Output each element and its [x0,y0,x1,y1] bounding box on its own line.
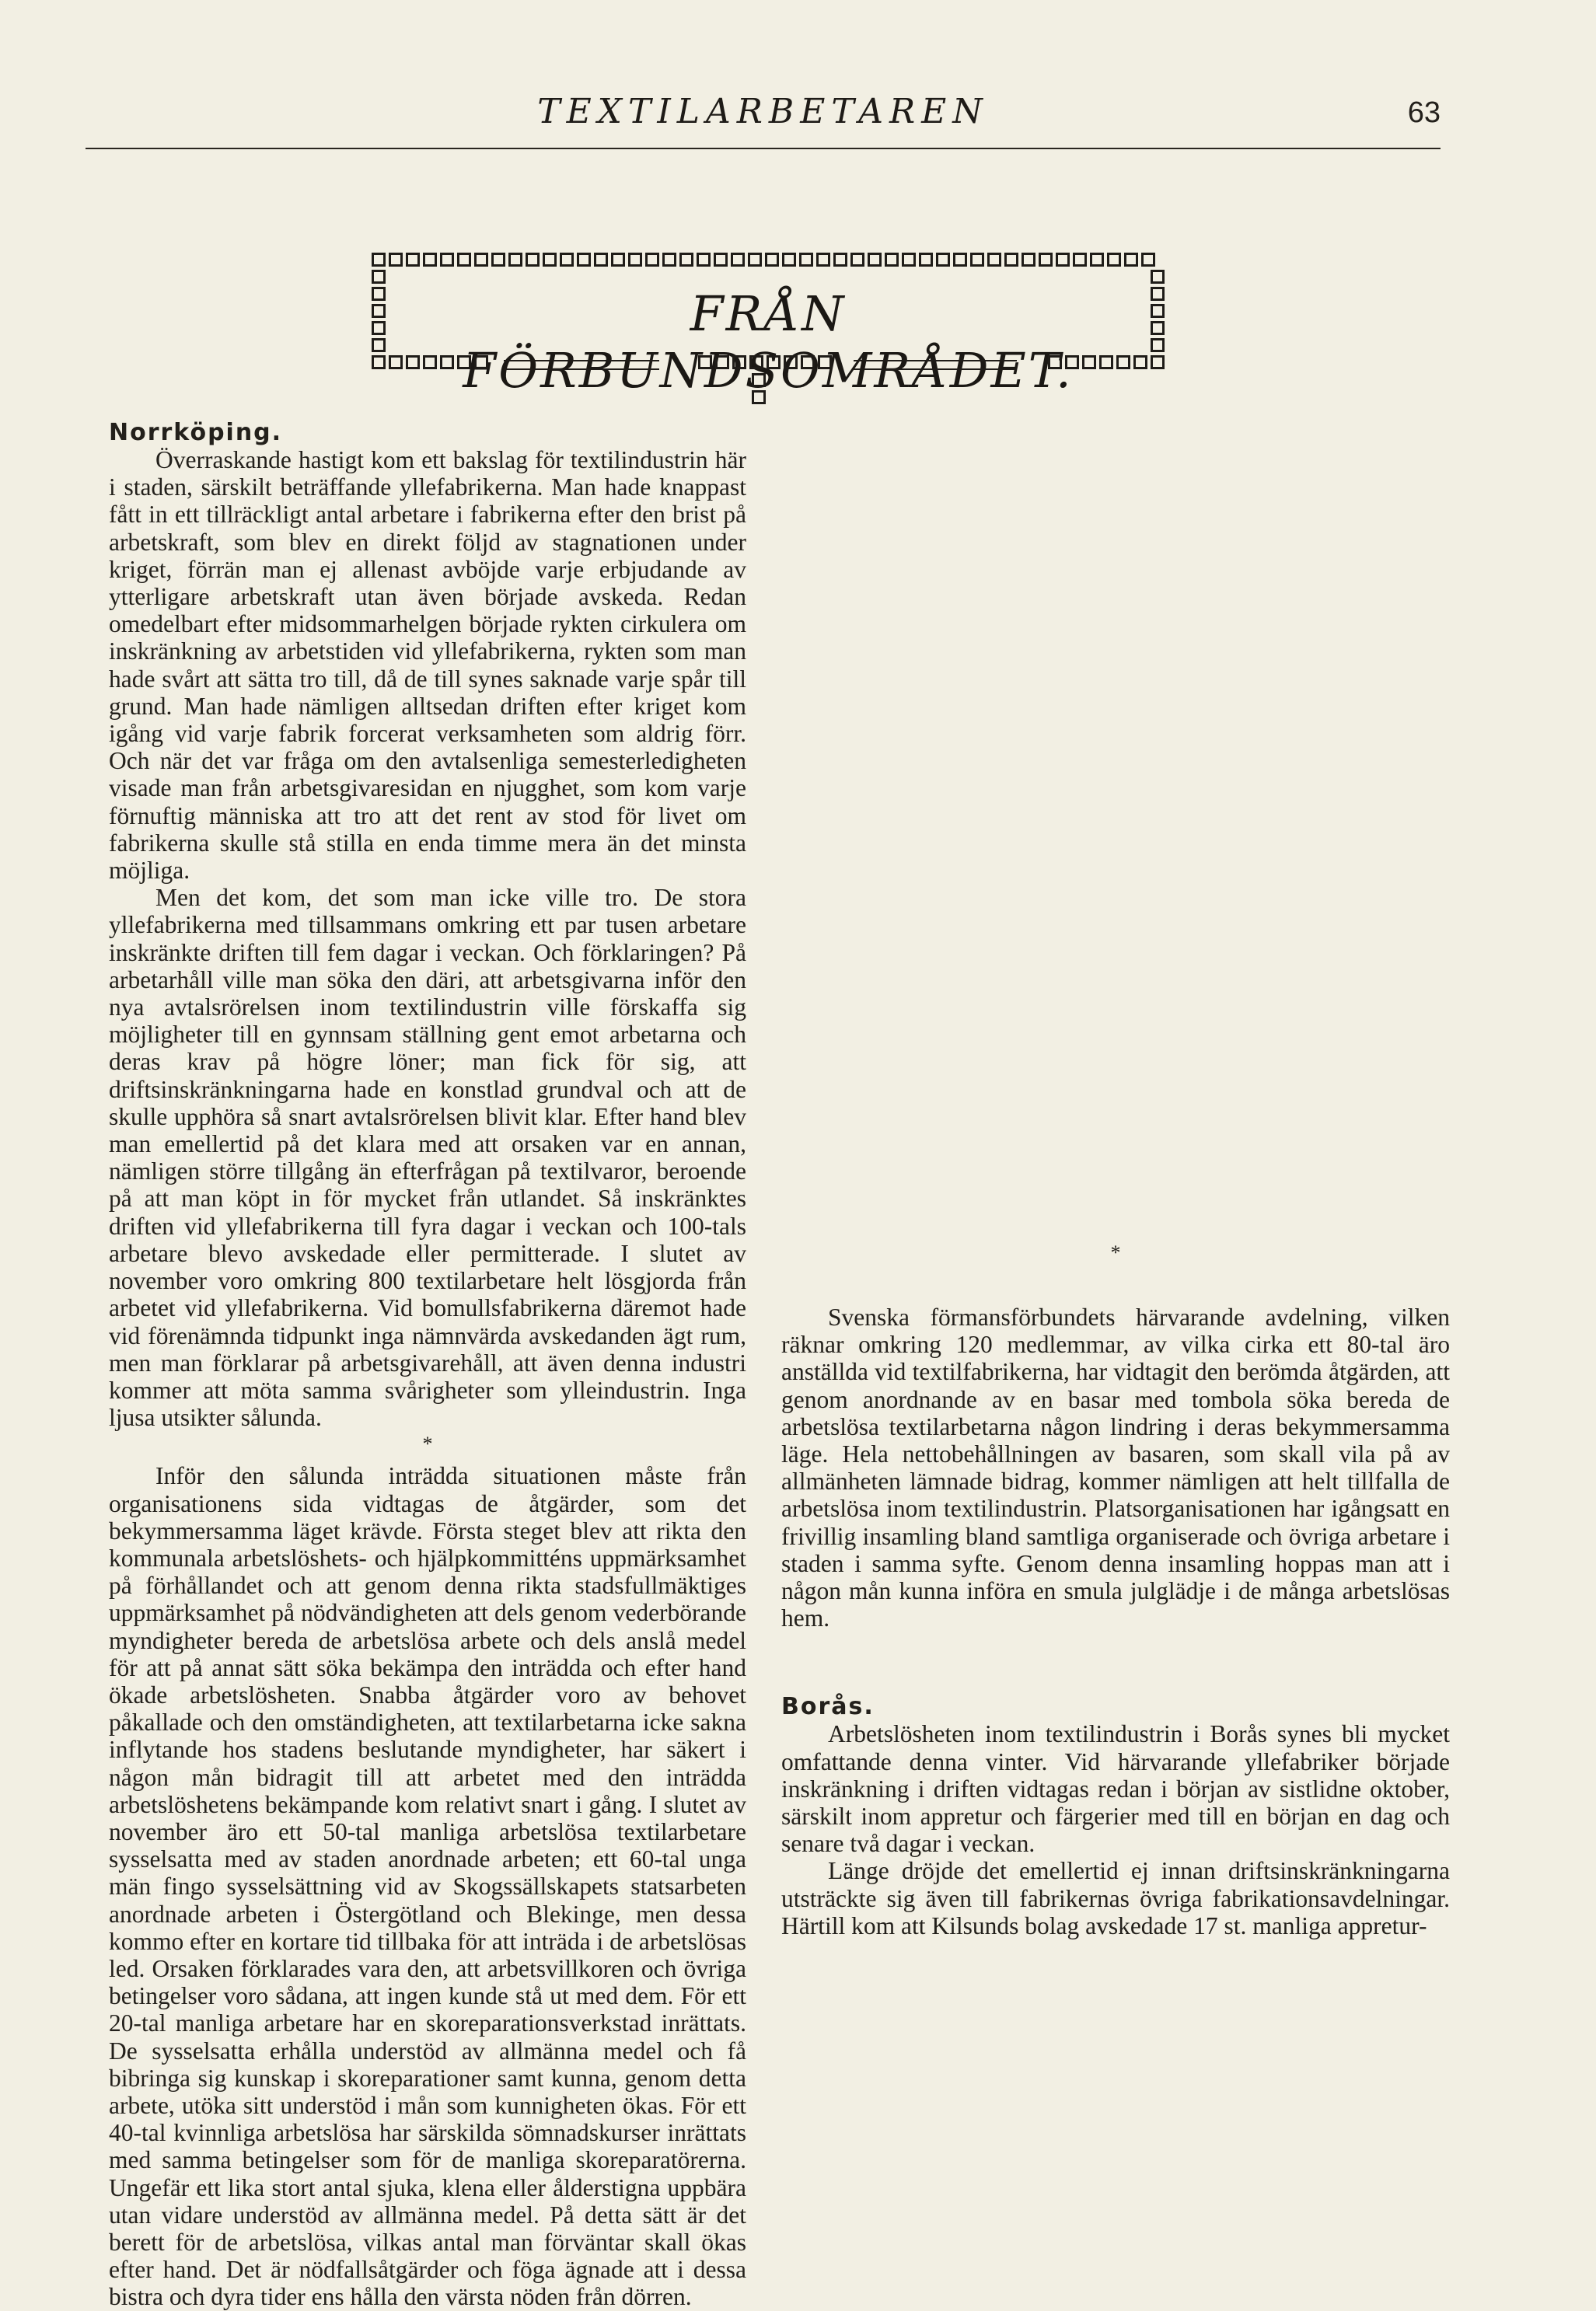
border-square [389,355,403,369]
border-square [372,321,386,335]
border-square [560,253,574,267]
border-square [902,253,916,267]
banner-rule-right [854,360,1017,370]
border-square [1151,355,1165,369]
border-square [1039,253,1053,267]
border-square [1151,304,1165,318]
section-heading-boras: Borås. [781,1693,875,1721]
border-square [1124,253,1138,267]
border-square [440,355,454,369]
border-square [953,253,967,267]
border-square [1056,253,1070,267]
border-square [457,253,471,267]
border-square [715,355,729,369]
border-square [577,253,591,267]
border-square [423,355,437,369]
paragraph: Men det kom, det som man icke ville tro. De stora yllefabrikerna med tillsammans omkring ett par tusen arbetare inskränkte driften till fem dagar i veckan. Och förklaringen? På arbetarhåll ville man söka den däri, att arbetsgivarna inför den nya avtalsrörelsen inom textilindustrin ville förskaffa sig möjligheter till en gynnsam ställning gent emot arbetarna och deras krav på högre löner; man fick för sig, att driftsinskränkningarna hade en konstlad grundval och att de skulle upphöra så snart avtalsrörelsen blivit klar. Efter hand blev man emellertid på det klara med att orsaken var en annan, nämligen större tillgång än efterfrågan på textilvaror, beroende på att man köpt in för mycket från utlandet. Så inskränktes driften vid yllefabrikerna till fyra dagar i veckan och 100-tals arbetare blevo avskedade eller permitterade. I slutet av november voro omkring 800 textilarbetare helt lösgjorda från arbetet vid yllefabrikerna. Vid bomullsfabrikerna däremot hade vid förenämnda tidpunkt inga nämnvärda avskedanden ägt rum, men man förklarar på arbetsgivarehåll, att även denna industri kommer att möta samma svårigheter som ylleindustrin. Inga ljusa utsikter sålunda. [109,884,746,1432]
border-square [389,253,403,267]
border-square [818,355,832,369]
column-left [109,420,746,2311]
banner-border-bottom-center [698,355,832,372]
border-square [1107,253,1121,267]
border-square [372,253,386,267]
border-square [1133,355,1147,369]
border-square [543,253,557,267]
border-square [594,253,608,267]
border-square [732,355,746,369]
border-square [1090,253,1104,267]
border-square [833,253,847,267]
border-square [406,253,420,267]
border-square [440,253,454,267]
border-square [782,253,796,267]
border-square [784,355,798,369]
banner-stem [752,373,766,404]
border-square [1065,355,1079,369]
border-square [1151,270,1165,284]
border-square [850,253,864,267]
running-head [86,86,1441,149]
border-square [1141,253,1155,267]
border-square [801,355,815,369]
border-square [749,355,763,369]
border-square [885,253,899,267]
column-right [781,1240,1450,1939]
paragraph: Inför den sålunda inträdda situationen måste från organisationens sida vidtagas de åtgärder, som det bekymmersamma läget krävde. Första steget blev att rikta den kommunala arbetslöshets- och hjälpkommitténs uppmärksamhet på förhållandet och att genom denna rikta stadsfullmäktiges uppmärksamhet på nödvändigheten att dels genom vederbörande myndigheter bereda de arbetslösa arbete och dels anslå medel för att på annat sätt söka bekämpa den inträdda och efter hand ökade arbetslösheten. Snabba åtgärder voro av behovet påkallade och den omständigheten, att textilarbetarna icke sakna inflytande hos stadens beslutande myndigheter, har säkert i någon mån bidragit till att arbetet med den inträdda arbetslöshetens bekämpande kom relativt snart i gång. I slutet av november äro ett 50-tal manliga arbetslösa textilarbetare sysselsatta med av staden anordnade arbeten; ett 60-tal unga män fingo sysselsättning vid av Skogssällskapets statsarbeten anordnade arbeten i Östergötland och Blekinge, men dessa kommo efter en kortare tid tillbaka för att inträda i de arbetslösas led. Orsaken förklarades vara den, att arbetsvillkoren och övriga betingelser voro sådana, att ingen kunde stå ut med dem. För ett 20-tal manliga arbetare har en skoreparationsverkstad inrättats. De sysselsatta erhålla understöd av allmänna medel och få bibringa sig kunskap i skoreparationer samt kunna, genom detta arbete, utöka sitt understöd i mån som kunnigheten ökas. För ett 40-tal kvinnliga arbetslösa har särskilda sömnadskurser inrättats med samma betingelser som för de manliga skoreparatörerna. Ungefär ett lika stort antal sjuka, klena eller ålderstigna uppbära utan vidare understöd av allmänna medel. På detta sätt är det berett för de arbetslösa, vilkas antal man förväntar skall ökas efter hand. Det är nödfallsåtgärder och föga ägnade att i dessa bistra och dyra tider ens hålla den värsta nöden från dörren. [109,1462,746,2311]
border-square [936,253,950,267]
paragraph: Länge dröjde det emellertid ej innan driftsinskränkningarna utsträckte sig även till fabrikernas övriga fabrikationsavdelningar. Härtill kom att Kilsunds bolag avskedade 17 st. manliga appretur- [781,1857,1450,1939]
border-square [1073,253,1087,267]
border-square [1151,287,1165,301]
border-square [372,270,386,284]
border-square [526,253,540,267]
border-square [474,253,488,267]
border-square [372,355,386,369]
banner-title: FRÅN FÖRBUNDSOMRÅDET. [463,285,1074,399]
page-number: 63 [1407,96,1441,129]
border-square [919,253,933,267]
banner-border-bottom-right [1048,355,1165,372]
border-square [423,253,437,267]
banner-rule-left [504,360,659,370]
border-square [1082,355,1096,369]
border-square [474,355,488,369]
border-square [406,355,420,369]
journal-title: TEXTILARBETAREN [537,92,989,131]
section-separator: * [1110,1241,1121,1264]
border-square [372,338,386,352]
section-heading-norrkoping: Norrköping. [109,419,283,446]
banner-border-right [1151,270,1165,352]
border-square [752,373,766,387]
section-separator: * [422,1433,433,1456]
border-square [628,253,642,267]
border-square [816,253,830,267]
border-square [799,253,813,267]
border-square [752,390,766,404]
border-square [1022,253,1035,267]
border-square [1004,253,1018,267]
paragraph: Överraskande hastigt kom ett bakslag för textilindustrin här i staden, särskilt beträffande yllefabrikerna. Man hade knappast fått in ett tillräckligt antal arbetare i fabrikerna efter den brist på arbetskraft, som blev en direkt följd av stagnationen under kriget, förrän man ej allenast avböjde varje erbjudande av ytterligare arbetskraft utan även började avskeda. Redan omedelbart efter midsommarhelgen började rykten cirkulera om inskränkning av arbetstiden vid yllefabrikerna, rykten som man hade svårt att sätta tro till, då de till synes saknade varje spår till grund. Man hade nämligen alltsedan driften efter kriget kom igång vid varje fabrik forcerat verksamheten som aldrig förr. Och när det var fråga om den avtalsenliga semesterledigheten visade man från arbetsgivaresidan en njugghet, som kom varje förnuftig människa att tro att det rent av stod för livet om fabrikerna skulle stå stilla en enda timme mera än det minsta möjliga. [109,446,746,885]
border-square [765,253,779,267]
border-square [679,253,693,267]
border-square [731,253,745,267]
banner-border-bottom-left [372,355,488,372]
paragraph: Arbetslösheten inom textilindustrin i Borås synes bli mycket omfattande denna vinter. Vid härvarande yllefabriker började inskränkning i driften vidtagas redan i början av sistlidne oktober, särskilt inom appretur och färgerier med till en början en dag och senare två dagar i veckan. [781,1720,1450,1858]
border-square [767,355,781,369]
border-square [748,253,762,267]
border-square [372,287,386,301]
border-square [457,355,471,369]
border-square [1151,338,1165,352]
border-square [987,253,1001,267]
banner-border-top [372,253,1155,270]
border-square [611,253,625,267]
border-square [1151,321,1165,335]
border-square [491,253,505,267]
border-square [1099,355,1113,369]
border-square [508,253,522,267]
border-square [970,253,984,267]
border-square [662,253,676,267]
border-square [1116,355,1130,369]
section-banner [372,253,1165,420]
border-square [698,355,712,369]
border-square [714,253,728,267]
paragraph: Svenska förmansförbundets härvarande avdelning, vilken räknar omkring 120 medlemmar, av vilka cirka ett 80-tal äro anställda vid textilfabrikerna, har vidtagit den berömda åtgärden, att genom anordnande av en basar med tombola söka bereda de arbetslösa textilarbetarna någon lindring i deras bekymmersamma läge. Hela nettobehållningen av basaren, som skall vila på av allmänheten lämnade bidrag, kommer nämligen att helt tillfalla de arbetslösa inom textilindustrin. Platsorganisationen har igångsatt en frivillig insamling bland samtliga organiserade och övriga arbetare i staden i samma syfte. Genom denna insamling hoppas man att i någon mån kunna införa en smula julglädje i de många arbetslösas hem. [781,1304,1450,1632]
banner-border-left [372,270,386,352]
border-square [372,304,386,318]
border-square [868,253,882,267]
border-square [697,253,711,267]
border-square [1048,355,1062,369]
border-square [645,253,659,267]
